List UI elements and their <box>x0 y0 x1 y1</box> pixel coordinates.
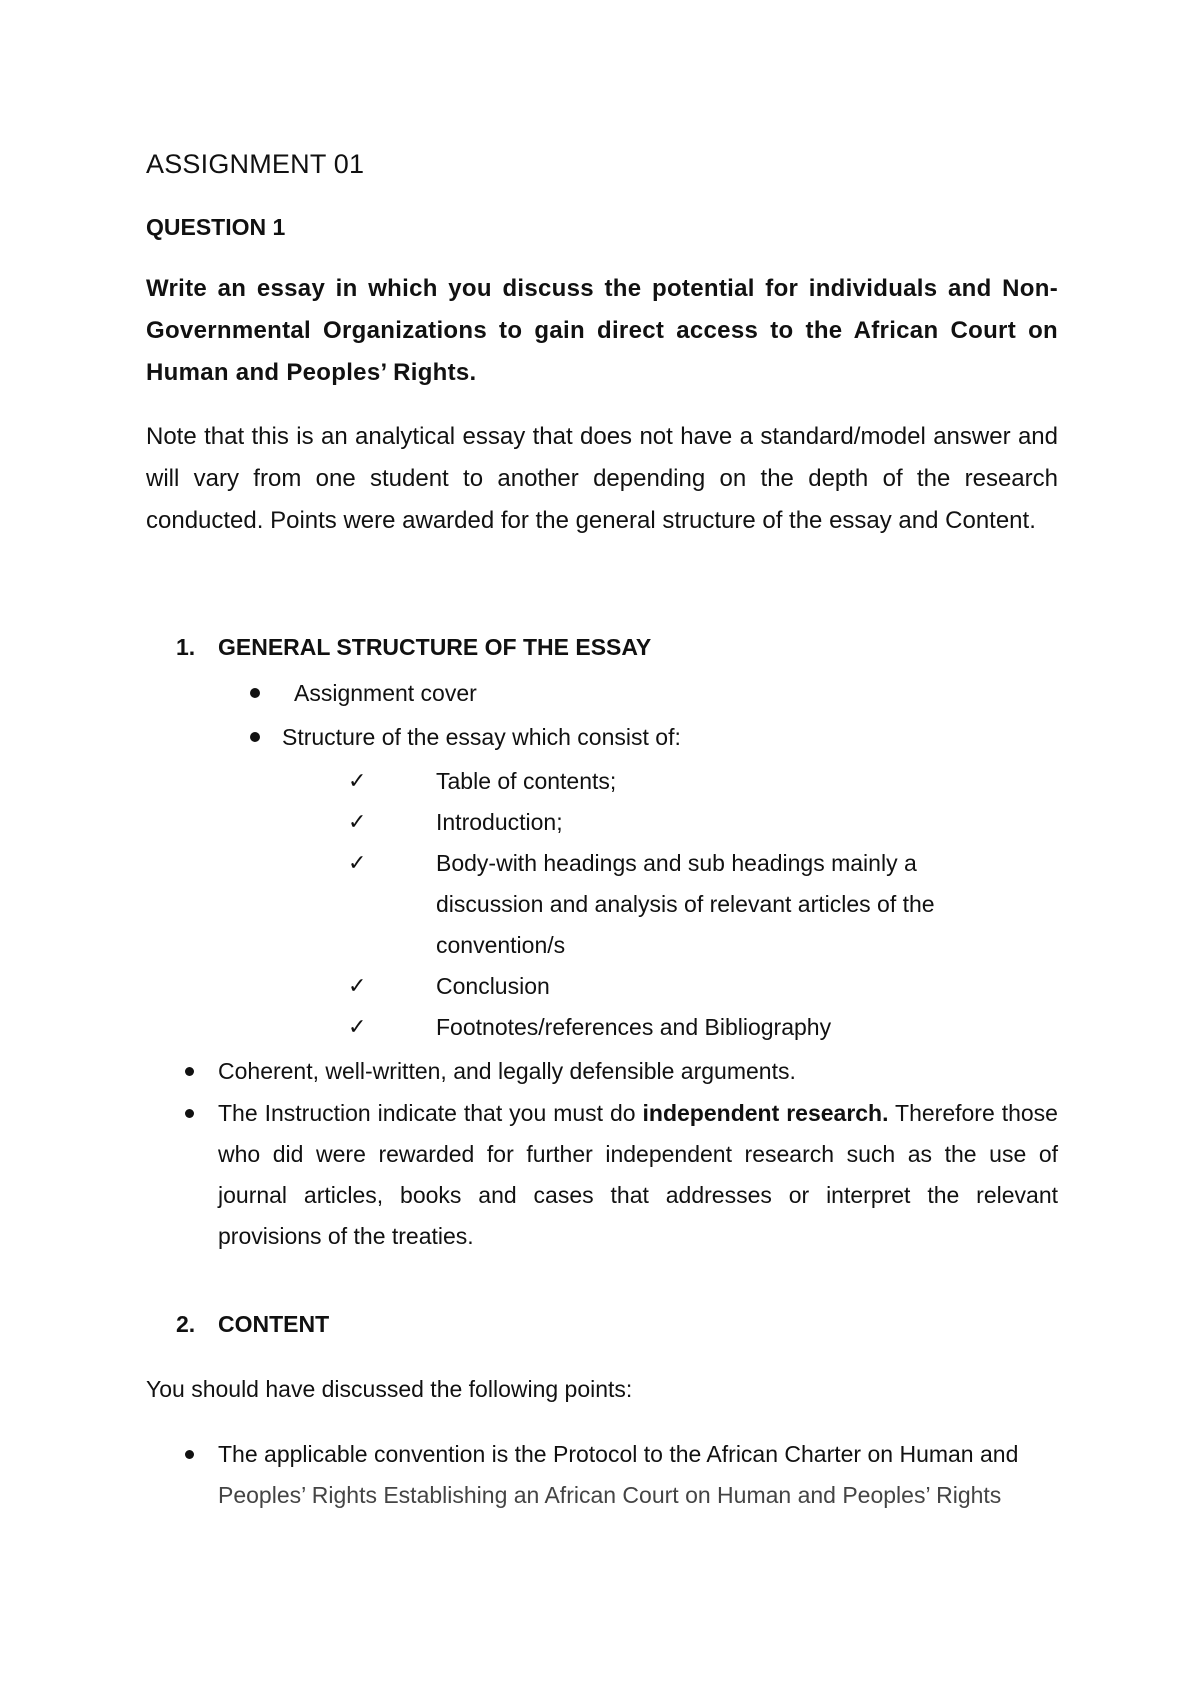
check-mark-icon: ✓ <box>348 1015 367 1040</box>
section-heading-content <box>176 1309 329 1339</box>
list-item-text: Coherent, well-written, and legally defensible arguments. <box>218 1058 796 1084</box>
question-prompt: Write an essay in which you discuss the potential for individuals and Non-Governmental Organizations to gain direct access to the African Court on Human and Peoples’ Rights. <box>146 275 1058 386</box>
content-intro: You should have discussed the following points: <box>146 1376 633 1402</box>
check-mark-icon: ✓ <box>348 974 367 999</box>
section-title: GENERAL STRUCTURE OF THE ESSAY <box>218 634 652 660</box>
list-item-text: Structure of the essay which consist of: <box>282 724 681 750</box>
check-mark-icon: ✓ <box>348 810 367 835</box>
checklist-item <box>348 761 968 802</box>
list-item <box>250 678 477 708</box>
list-item-text: The Instruction indicate that you must do independent research. Therefore those who did were rewarded for further independent research such as the use of journal articles, books and cases that addresses or interpret the relevant provisions of the treaties. <box>218 1100 1058 1249</box>
checklist-item <box>348 843 968 966</box>
section-heading-general-structure <box>176 632 651 662</box>
check-mark-icon: ✓ <box>348 851 367 876</box>
list-item <box>250 722 681 752</box>
checklist-item-text: Body-with headings and sub headings mainly a discussion and analysis of relevant articles of the convention/s <box>436 850 935 958</box>
checklist-item <box>348 966 968 1007</box>
section-number: 2. <box>176 1311 196 1337</box>
checklist-item <box>348 802 968 843</box>
bullet-dot-icon <box>185 1109 194 1118</box>
emphasis-text: independent research. <box>642 1100 889 1126</box>
list-item <box>176 1051 1058 1092</box>
bullet-dot-icon <box>250 688 260 698</box>
check-mark-icon: ✓ <box>348 769 367 794</box>
checklist-item-text: Footnotes/references and Bibliography <box>436 1014 832 1040</box>
list-item <box>176 1093 1058 1257</box>
list-item <box>176 1434 1058 1516</box>
checklist-item-text: Introduction; <box>436 809 563 835</box>
section-title: CONTENT <box>218 1311 330 1337</box>
checklist-item-text: Table of contents; <box>436 768 617 794</box>
checklist-item <box>348 1007 968 1048</box>
bullet-dot-icon <box>250 732 260 742</box>
bullet-dot-icon <box>185 1450 194 1459</box>
checklist-item-text: Conclusion <box>436 973 550 999</box>
list-item-text: The applicable convention is the Protocol to the African Charter on Human and Peoples’ Rights Establishing an African Court on Human and Peoples’ Rights <box>218 1441 1019 1508</box>
marking-note: Note that this is an analytical essay that does not have a standard/model answer and will vary from one student to another depending on the depth of the research conducted. Points were awarded for the general structure of the essay and Content. <box>146 423 1058 534</box>
question-label: QUESTION 1 <box>146 214 286 240</box>
list-item-text: Assignment cover <box>294 680 477 706</box>
section-number: 1. <box>176 634 196 660</box>
bullet-dot-icon <box>185 1067 194 1076</box>
document-title: ASSIGNMENT 01 <box>146 149 365 179</box>
